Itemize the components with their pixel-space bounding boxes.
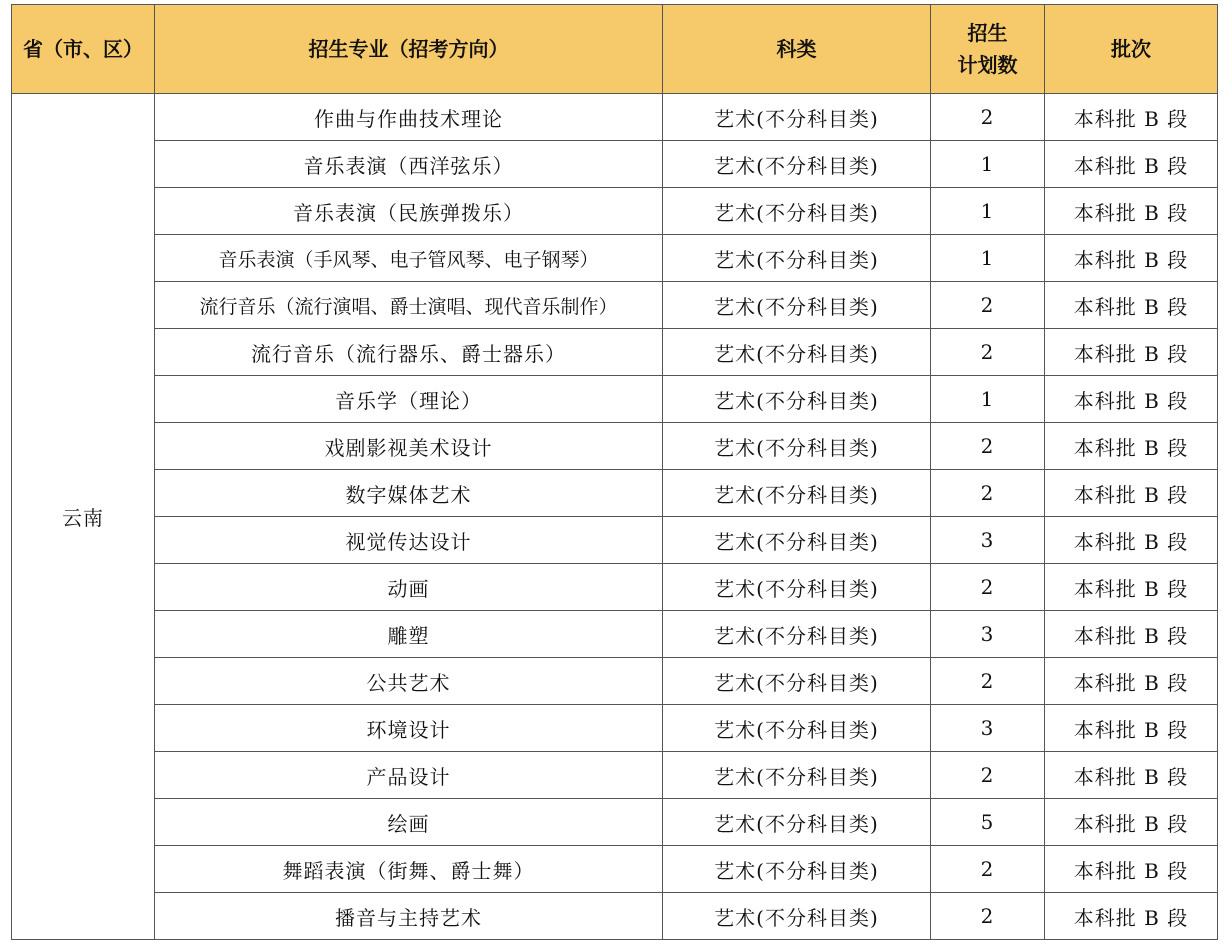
major-cell: 环境设计 — [155, 705, 663, 752]
quota-cell: 5 — [931, 799, 1045, 846]
table-row — [12, 799, 1218, 846]
table-header-row — [12, 5, 1218, 94]
table-row — [12, 329, 1218, 376]
category-cell: 艺术(不分科目类) — [663, 376, 931, 423]
category-cell: 艺术(不分科目类) — [663, 611, 931, 658]
quota-cell: 2 — [931, 564, 1045, 611]
table-row — [12, 141, 1218, 188]
batch-cell: 本科批 B 段 — [1045, 611, 1218, 658]
major-cell: 公共艺术 — [155, 658, 663, 705]
table-row — [12, 423, 1218, 470]
quota-cell: 1 — [931, 235, 1045, 282]
header-quota-line2: 计划数 — [957, 53, 1018, 77]
quota-cell: 2 — [931, 893, 1045, 940]
header-province: 省（市、区） — [12, 5, 155, 94]
header-quota — [931, 5, 1045, 94]
quota-cell: 3 — [931, 705, 1045, 752]
table-row — [12, 705, 1218, 752]
batch-cell: 本科批 B 段 — [1045, 329, 1218, 376]
category-cell: 艺术(不分科目类) — [663, 282, 931, 329]
quota-cell: 2 — [931, 470, 1045, 517]
major-cell: 音乐表演（手风琴、电子管风琴、电子钢琴） — [155, 235, 663, 282]
quota-cell: 2 — [931, 752, 1045, 799]
table-row — [12, 893, 1218, 940]
header-batch: 批次 — [1045, 5, 1218, 94]
quota-cell: 1 — [931, 376, 1045, 423]
major-cell: 动画 — [155, 564, 663, 611]
quota-cell: 2 — [931, 658, 1045, 705]
batch-cell: 本科批 B 段 — [1045, 235, 1218, 282]
major-cell: 戏剧影视美术设计 — [155, 423, 663, 470]
major-cell: 音乐表演（西洋弦乐） — [155, 141, 663, 188]
table-row — [12, 376, 1218, 423]
category-cell: 艺术(不分科目类) — [663, 564, 931, 611]
header-quota-line1: 招生 — [967, 21, 1008, 45]
batch-cell: 本科批 B 段 — [1045, 470, 1218, 517]
province-cell: 云南 — [12, 94, 155, 940]
category-cell: 艺术(不分科目类) — [663, 705, 931, 752]
batch-cell: 本科批 B 段 — [1045, 705, 1218, 752]
admissions-plan-table — [11, 4, 1218, 940]
table-row — [12, 470, 1218, 517]
major-cell: 流行音乐（流行演唱、爵士演唱、现代音乐制作） — [155, 282, 663, 329]
batch-cell: 本科批 B 段 — [1045, 564, 1218, 611]
batch-cell: 本科批 B 段 — [1045, 376, 1218, 423]
category-cell: 艺术(不分科目类) — [663, 329, 931, 376]
batch-cell: 本科批 B 段 — [1045, 846, 1218, 893]
category-cell: 艺术(不分科目类) — [663, 141, 931, 188]
major-cell: 产品设计 — [155, 752, 663, 799]
table-row — [12, 235, 1218, 282]
quota-cell: 2 — [931, 846, 1045, 893]
major-cell: 绘画 — [155, 799, 663, 846]
major-cell: 音乐学（理论） — [155, 376, 663, 423]
header-category: 科类 — [663, 5, 931, 94]
category-cell: 艺术(不分科目类) — [663, 470, 931, 517]
major-cell: 数字媒体艺术 — [155, 470, 663, 517]
quota-cell: 2 — [931, 329, 1045, 376]
category-cell: 艺术(不分科目类) — [663, 846, 931, 893]
major-cell: 雕塑 — [155, 611, 663, 658]
major-cell: 流行音乐（流行器乐、爵士器乐） — [155, 329, 663, 376]
batch-cell: 本科批 B 段 — [1045, 141, 1218, 188]
category-cell: 艺术(不分科目类) — [663, 423, 931, 470]
table-row — [12, 846, 1218, 893]
quota-cell: 3 — [931, 611, 1045, 658]
batch-cell: 本科批 B 段 — [1045, 893, 1218, 940]
category-cell: 艺术(不分科目类) — [663, 94, 931, 141]
batch-cell: 本科批 B 段 — [1045, 658, 1218, 705]
table-row — [12, 752, 1218, 799]
quota-cell: 2 — [931, 423, 1045, 470]
batch-cell: 本科批 B 段 — [1045, 799, 1218, 846]
batch-cell: 本科批 B 段 — [1045, 282, 1218, 329]
table-row — [12, 564, 1218, 611]
batch-cell: 本科批 B 段 — [1045, 752, 1218, 799]
batch-cell: 本科批 B 段 — [1045, 188, 1218, 235]
header-major: 招生专业（招考方向） — [155, 5, 663, 94]
major-cell: 舞蹈表演（街舞、爵士舞） — [155, 846, 663, 893]
major-cell: 视觉传达设计 — [155, 517, 663, 564]
category-cell: 艺术(不分科目类) — [663, 799, 931, 846]
quota-cell: 3 — [931, 517, 1045, 564]
table-row — [12, 658, 1218, 705]
table-body — [12, 94, 1218, 940]
batch-cell: 本科批 B 段 — [1045, 94, 1218, 141]
category-cell: 艺术(不分科目类) — [663, 517, 931, 564]
major-cell: 音乐表演（民族弹拨乐） — [155, 188, 663, 235]
batch-cell: 本科批 B 段 — [1045, 517, 1218, 564]
table-row — [12, 517, 1218, 564]
batch-cell: 本科批 B 段 — [1045, 423, 1218, 470]
category-cell: 艺术(不分科目类) — [663, 893, 931, 940]
quota-cell: 1 — [931, 188, 1045, 235]
table-row — [12, 188, 1218, 235]
table-row — [12, 282, 1218, 329]
category-cell: 艺术(不分科目类) — [663, 235, 931, 282]
category-cell: 艺术(不分科目类) — [663, 752, 931, 799]
table-row — [12, 94, 1218, 141]
major-cell: 播音与主持艺术 — [155, 893, 663, 940]
major-cell: 作曲与作曲技术理论 — [155, 94, 663, 141]
table-row — [12, 611, 1218, 658]
quota-cell: 2 — [931, 94, 1045, 141]
quota-cell: 2 — [931, 282, 1045, 329]
category-cell: 艺术(不分科目类) — [663, 658, 931, 705]
category-cell: 艺术(不分科目类) — [663, 188, 931, 235]
quota-cell: 1 — [931, 141, 1045, 188]
